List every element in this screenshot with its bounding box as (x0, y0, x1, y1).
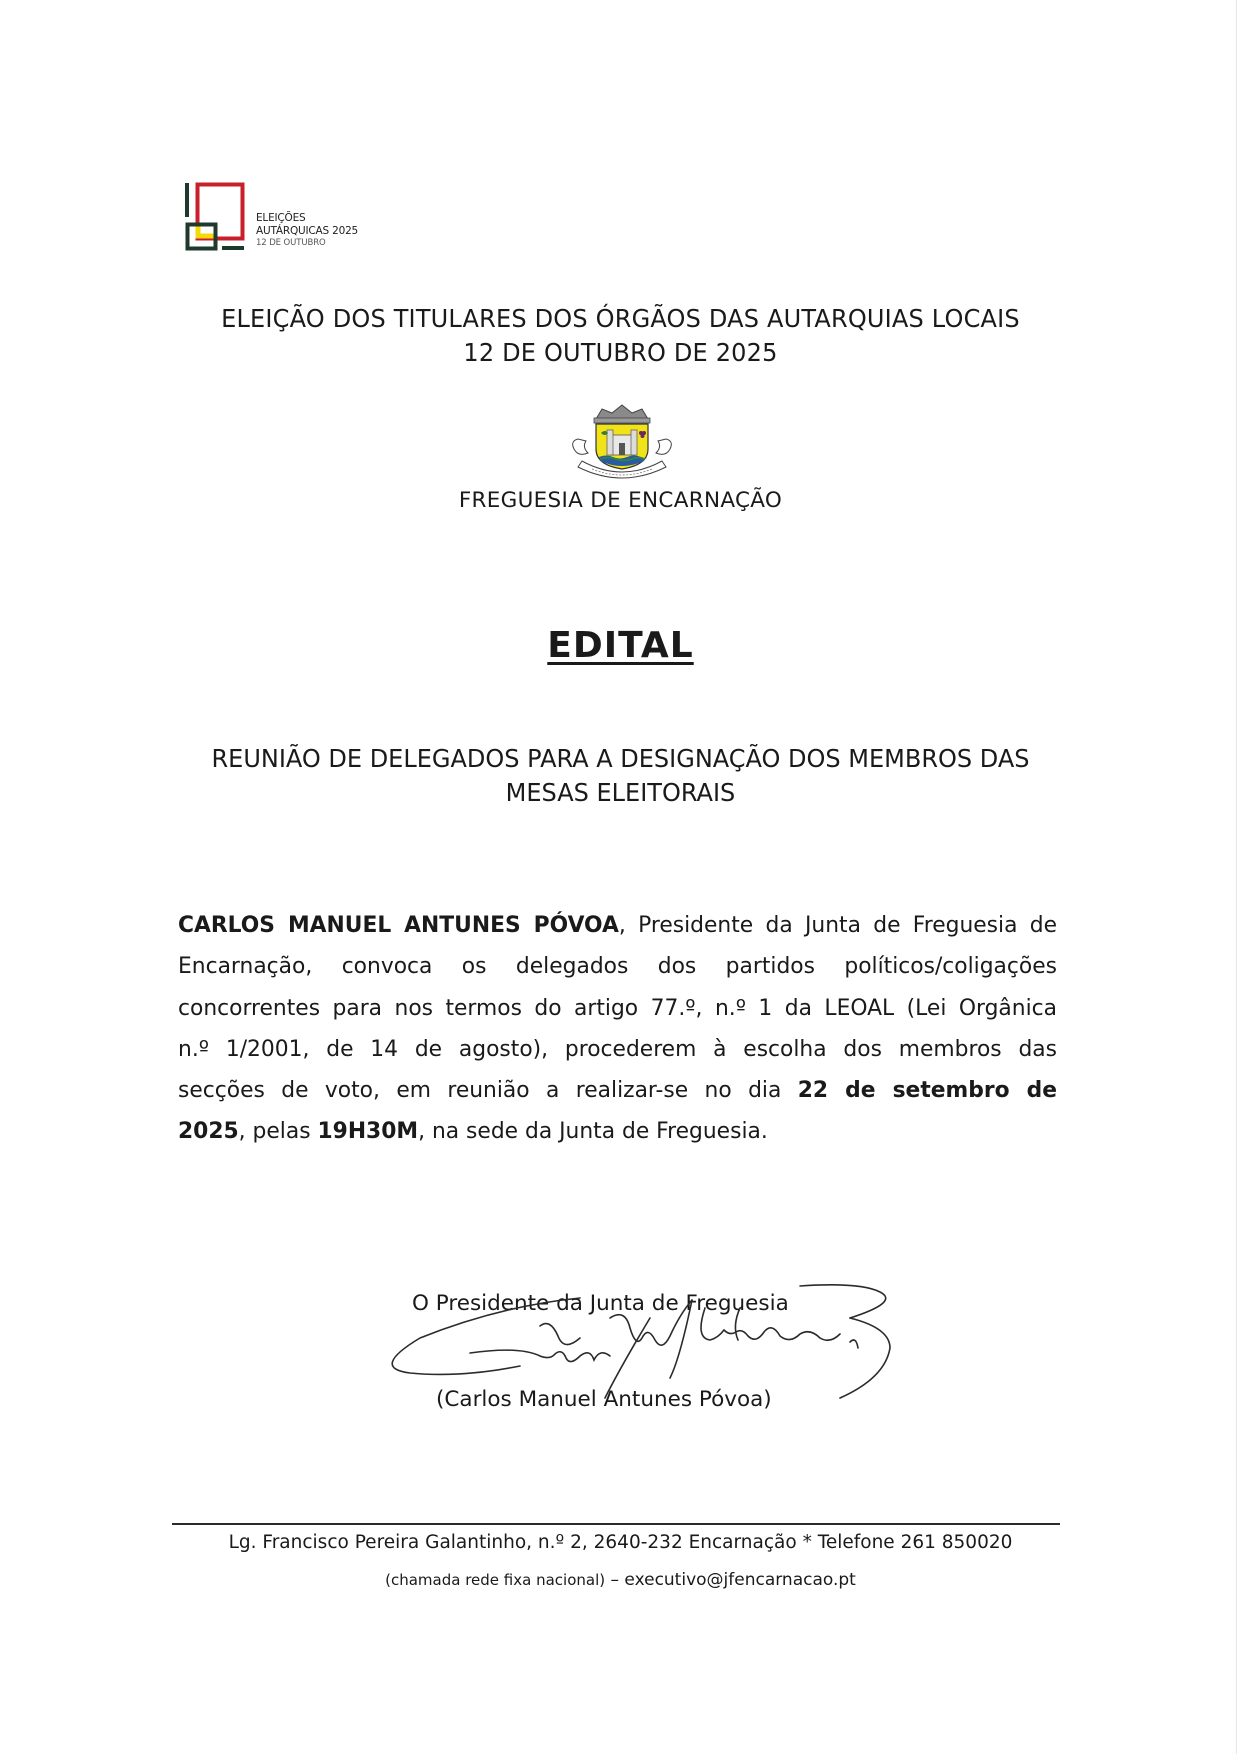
scan-edge-line (1236, 0, 1237, 1754)
footer-separator: – (605, 1570, 625, 1590)
footer-contact (0, 1568, 1241, 1592)
footer-email[interactable]: executivo@jfencarnacao.pt (624, 1570, 856, 1590)
footer-address: Lg. Francisco Pereira Galantinho, n.º 2, 2640-232 Encarnação * Telefone 261 850020 (228, 1532, 1013, 1553)
meeting-date-part-1: 22 de setembro de (797, 1078, 1058, 1104)
body-line-6 (178, 1111, 1057, 1152)
signatory-name: (Carlos Manuel Antunes Póvoa) (436, 1387, 772, 1412)
body-line-1-rest: , Presidente da Junta de Freguesia de (618, 913, 1057, 938)
body-line-6-end: , na sede da Junta de Freguesia. (418, 1119, 768, 1145)
edict-body (178, 905, 1057, 1153)
logo-red-square (198, 185, 243, 239)
footer-divider (172, 1523, 1060, 1525)
document-subtitle (25, 742, 1216, 810)
subtitle-line-1: REUNIÃO DE DELEGADOS PARA A DESIGNAÇÃO DOS MEMBROS DAS (211, 744, 1030, 773)
signatory-title: O Presidente da Junta de Freguesia (412, 1291, 789, 1316)
logo-text (256, 212, 358, 250)
body-line-4: n.º 1/2001, de 14 de agosto), procederem à escolha dos membros das (178, 1036, 1057, 1062)
election-title-line-1: ELEIÇÃO DOS TITULARES DOS ÓRGÃOS DAS AUTARQUIAS LOCAIS (221, 304, 1020, 333)
footer-call-note: (chamada rede fixa nacional) (385, 1571, 606, 1589)
election-title-line-2: 12 DE OUTUBRO DE 2025 (463, 338, 778, 367)
parish-crest-icon (566, 403, 678, 481)
meeting-time: 19H30M (317, 1119, 419, 1145)
body-line-1 (178, 905, 1057, 946)
logo-green-bar (185, 183, 189, 217)
logo-line-2: AUTÁRQUICAS 2025 (256, 224, 359, 237)
body-line-2: Encarnação, convoca os delegados dos partidos políticos/coligações (178, 954, 1057, 980)
president-name: CARLOS MANUEL ANTUNES PÓVOA (178, 913, 619, 938)
document-heading (0, 622, 1241, 670)
logo-green-underbar (222, 246, 244, 250)
parish-name: FREGUESIA DE ENCARNAÇÃO (458, 488, 783, 513)
body-line-6-mid: , pelas (238, 1119, 318, 1145)
logo-line-3: 12 DE OUTUBRO (256, 238, 326, 248)
body-line-5-start: secções de voto, em reunião a realizar-se no dia (178, 1078, 798, 1104)
body-line-3: concorrentes para nos termos do artigo 77.º, n.º 1 da LEOAL (Lei Orgânica (178, 995, 1057, 1021)
body-line-5 (178, 1070, 1057, 1111)
election-title (25, 302, 1216, 370)
subtitle-line-2: MESAS ELEITORAIS (505, 778, 736, 807)
meeting-date-part-2: 2025 (178, 1119, 239, 1145)
document-heading-text: EDITAL (547, 625, 694, 666)
logo-line-1: ELEIÇÕES (256, 212, 306, 224)
